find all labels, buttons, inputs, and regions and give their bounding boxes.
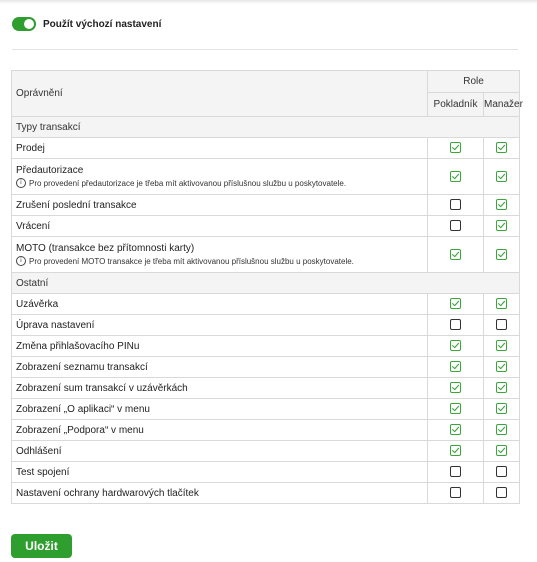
- cashier-cell: [428, 462, 484, 483]
- cashier-checkbox[interactable]: [450, 319, 461, 330]
- toggle-knob: [24, 19, 34, 29]
- permission-row: [12, 336, 520, 357]
- permission-cell: [12, 378, 428, 399]
- cashier-checkbox[interactable]: [450, 466, 461, 477]
- permission-cell: [12, 294, 428, 315]
- cashier-checkbox[interactable]: [450, 361, 461, 372]
- permission-row: [12, 420, 520, 441]
- permission-row: [12, 195, 520, 216]
- cashier-cell: [428, 336, 484, 357]
- manager-cell: [484, 159, 520, 195]
- cashier-cell: [428, 399, 484, 420]
- cashier-checkbox[interactable]: [450, 199, 461, 210]
- manager-checkbox[interactable]: [496, 249, 507, 260]
- cashier-checkbox[interactable]: [450, 487, 461, 498]
- permission-cell: [12, 462, 428, 483]
- cashier-cell: [428, 315, 484, 336]
- section-title: Typy transakcí: [12, 117, 520, 138]
- permission-label: Úprava nastavení: [16, 319, 95, 331]
- toggle-label: Použít výchozí nastavení: [43, 18, 162, 30]
- manager-checkbox[interactable]: [496, 361, 507, 372]
- permission-row: [12, 315, 520, 336]
- cashier-cell: [428, 483, 484, 504]
- manager-cell: [484, 420, 520, 441]
- permission-label: Test spojení: [16, 466, 70, 478]
- cashier-cell: [428, 195, 484, 216]
- permission-label: Zobrazení seznamu transakcí: [16, 361, 148, 373]
- permission-label: Vrácení: [16, 220, 51, 232]
- note-text: Pro provedení MOTO transakce je třeba mít aktivovanou příslušnou službu u poskytovatele.: [29, 256, 354, 266]
- permission-row: [12, 441, 520, 462]
- permission-cell: [12, 195, 428, 216]
- section-row: [12, 273, 520, 294]
- note-text: Pro provedení předautorizace je třeba mít aktivovanou příslušnou službu u poskytovatele.: [29, 178, 347, 188]
- role-column-header: Role: [428, 71, 520, 93]
- permission-cell: [12, 138, 428, 159]
- manager-checkbox[interactable]: [496, 220, 507, 231]
- permission-cell: [12, 159, 428, 195]
- permissions-table: [11, 70, 523, 504]
- manager-checkbox[interactable]: [496, 382, 507, 393]
- save-button[interactable]: Uložit: [11, 534, 72, 558]
- manager-checkbox[interactable]: [496, 424, 507, 435]
- cashier-cell: [428, 378, 484, 399]
- cashier-checkbox[interactable]: [450, 445, 461, 456]
- cashier-checkbox[interactable]: [450, 298, 461, 309]
- permission-row: [12, 138, 520, 159]
- divider: [12, 49, 518, 50]
- permission-row: [12, 357, 520, 378]
- permission-label: Prodej: [16, 142, 45, 154]
- cashier-cell: [428, 441, 484, 462]
- manager-cell: [484, 483, 520, 504]
- cashier-cell: [428, 159, 484, 195]
- manager-cell: [484, 441, 520, 462]
- permission-cell: [12, 315, 428, 336]
- manager-checkbox[interactable]: [496, 298, 507, 309]
- cashier-checkbox[interactable]: [450, 171, 461, 182]
- manager-cell: [484, 237, 520, 273]
- permission-cell: [12, 441, 428, 462]
- permission-label: Změna přihlašovacího PINu: [16, 340, 140, 352]
- default-settings-toggle[interactable]: [12, 17, 36, 31]
- manager-checkbox[interactable]: [496, 319, 507, 330]
- cashier-cell: [428, 420, 484, 441]
- permission-column-header: Oprávnění: [12, 71, 428, 117]
- cashier-checkbox[interactable]: [450, 403, 461, 414]
- info-icon: i: [16, 178, 26, 188]
- manager-cell: [484, 336, 520, 357]
- permission-label: Zobrazení „O aplikaci“ v menu: [16, 403, 150, 415]
- manager-cell: [484, 294, 520, 315]
- permission-note: [16, 178, 423, 188]
- cashier-checkbox[interactable]: [450, 249, 461, 260]
- info-icon: i: [16, 256, 26, 266]
- manager-cell: [484, 378, 520, 399]
- cashier-checkbox[interactable]: [450, 220, 461, 231]
- manager-cell: [484, 138, 520, 159]
- manager-checkbox[interactable]: [496, 171, 507, 182]
- manager-cell: [484, 462, 520, 483]
- permission-row: [12, 399, 520, 420]
- permission-row: [12, 237, 520, 273]
- permission-row: [12, 294, 520, 315]
- cashier-cell: [428, 294, 484, 315]
- permission-row: [12, 159, 520, 195]
- permission-label: MOTO (transakce bez přítomnosti karty): [16, 243, 195, 254]
- manager-checkbox[interactable]: [496, 487, 507, 498]
- cashier-checkbox[interactable]: [450, 424, 461, 435]
- permission-cell: [12, 483, 428, 504]
- cashier-checkbox[interactable]: [450, 340, 461, 351]
- cashier-checkbox[interactable]: [450, 382, 461, 393]
- manager-checkbox[interactable]: [496, 142, 507, 153]
- permission-label: Nastavení ochrany hardwarových tlačítek: [16, 487, 199, 499]
- section-title: Ostatní: [12, 273, 520, 294]
- role-header-manager: Manažer: [484, 93, 520, 117]
- manager-cell: [484, 357, 520, 378]
- manager-cell: [484, 399, 520, 420]
- permission-label: Uzávěrka: [16, 298, 59, 310]
- manager-checkbox[interactable]: [496, 466, 507, 477]
- permission-label: Odhlášení: [16, 445, 62, 457]
- cashier-cell: [428, 237, 484, 273]
- manager-checkbox[interactable]: [496, 340, 507, 351]
- permission-cell: [12, 399, 428, 420]
- default-settings-row: [12, 16, 161, 32]
- permission-cell: [12, 237, 428, 273]
- manager-cell: [484, 195, 520, 216]
- cashier-cell: [428, 216, 484, 237]
- manager-checkbox[interactable]: [496, 403, 507, 414]
- permission-label: Zrušení poslední transakce: [16, 199, 137, 211]
- manager-checkbox[interactable]: [496, 445, 507, 456]
- section-row: [12, 117, 520, 138]
- permission-note: [16, 256, 423, 266]
- manager-cell: [484, 216, 520, 237]
- cashier-checkbox[interactable]: [450, 142, 461, 153]
- permission-row: [12, 216, 520, 237]
- role-header-cashier: Pokladník: [428, 93, 484, 117]
- manager-cell: [484, 315, 520, 336]
- permission-label: Zobrazení „Podpora“ v menu: [16, 424, 144, 436]
- permission-label: Zobrazení sum transakcí v uzávěrkách: [16, 382, 188, 394]
- permission-cell: [12, 216, 428, 237]
- permission-cell: [12, 336, 428, 357]
- permission-cell: [12, 357, 428, 378]
- manager-checkbox[interactable]: [496, 199, 507, 210]
- permission-row: [12, 462, 520, 483]
- permission-row: [12, 483, 520, 504]
- top-shadow: [0, 0, 537, 4]
- permission-row: [12, 378, 520, 399]
- cashier-cell: [428, 138, 484, 159]
- permission-cell: [12, 420, 428, 441]
- cashier-cell: [428, 357, 484, 378]
- permission-label: Předautorizace: [16, 165, 84, 176]
